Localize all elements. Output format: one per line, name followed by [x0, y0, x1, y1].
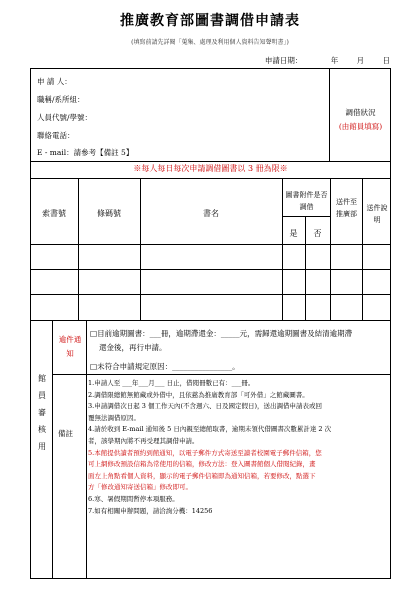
- col-no-header: 否: [313, 229, 322, 238]
- note-item: 方「修改通知寄送信箱」修改即可。: [88, 483, 192, 492]
- applicant-id-field[interactable]: 人員代號/學號：: [37, 113, 93, 122]
- row-line-2: [30, 269, 391, 270]
- note-item: 2.調借限總館無館藏或外借中，且依慈為推廣教育部「可外借」之館藏圖書。: [88, 390, 309, 399]
- applicant-dept-field[interactable]: 職稱/系所組：: [37, 95, 85, 104]
- late-notice-label: 逾件通知: [58, 335, 82, 358]
- notes-label: 備註: [58, 429, 73, 438]
- note-item: 7.如有相關申辦問題，請洽詢分機：14256: [88, 506, 213, 515]
- note-item: 1.申請人至 ___年___月___ 日止，借閱冊數已有：___冊。: [88, 379, 255, 387]
- status-label: 調借狀況: [345, 108, 376, 117]
- note-item: 4.請於收到 E-mail 通知後 5 日內親至總館取書，逾期未領代借圖書次數累計達 2 次: [88, 425, 332, 434]
- note-item: 覆無法調借原因。: [88, 413, 140, 422]
- apply-date-label: 申請日期：: [264, 56, 303, 65]
- note-item: 者，該學期內將不再受理其調借申請。: [88, 436, 199, 445]
- note-item: 6.寒、暑假期間暫停本項服務。: [88, 494, 179, 503]
- applicant-email-field[interactable]: E - mail：請參考【備註 5】: [37, 148, 134, 157]
- row-line-1: [30, 244, 391, 245]
- late-notice-content: [90, 327, 380, 355]
- col-line-1: [78, 178, 79, 320]
- col-send-header: 送件至推廣部: [336, 198, 357, 218]
- attach-sub-divider: [282, 216, 330, 217]
- col-line-3: [282, 178, 283, 320]
- form-subtitle: (填寫前請先詳閱「蒐集、處理及利用個人資料告知聲明書」): [131, 39, 289, 46]
- row-line-4: [30, 320, 391, 321]
- divider-1: [30, 161, 391, 162]
- staff-col-line: [52, 320, 53, 579]
- notes-list: [88, 378, 384, 517]
- note-item: 3.申請調借次日起 3 個工作天內(不含週六、日及國定假日)，送出調借申請表或回: [88, 402, 323, 411]
- note-item: 可上網修改預設信箱為常使用的信箱，修改方法：登入圖書館個人借閱紀錄，畫: [88, 460, 316, 469]
- col-attach-header: 圖書附件是否調借: [285, 191, 328, 211]
- note-item: 5.本館提供讀者預約到館通知，以電子郵件方式寄送至讀者校園電子郵件信箱，您: [88, 448, 322, 457]
- late-reason-line[interactable]: □未符合申請規定原因：________________。: [90, 362, 240, 371]
- col-line-4: [330, 178, 331, 320]
- staff-divider: [52, 374, 391, 375]
- divider-2: [30, 178, 391, 179]
- late-books-line[interactable]: □目前逾期圖書：___冊，逾期滯還金：_____元，需歸還逾期圖書及結清逾期滯: [90, 329, 353, 338]
- col-line-2: [140, 178, 141, 320]
- note-item: 面左上角點看個人資料，顯示的電子郵件信箱即為通知信箱，若要修改，點選下: [88, 471, 316, 480]
- notice-text: ※每人每日每次申請調借圖書以 3 冊為限※: [133, 164, 288, 173]
- col-note-header: 送件說明: [366, 204, 388, 224]
- applicant-name-field[interactable]: 申 請 人：: [37, 77, 72, 86]
- apply-date: [265, 55, 390, 66]
- form-title: 推廣教育部圖書調借申請表: [120, 13, 300, 29]
- staff-section-label: 館員審核用: [38, 374, 46, 451]
- status-header: [330, 106, 391, 134]
- col-line-5: [362, 178, 363, 320]
- apply-date-year[interactable]: 年: [330, 56, 339, 65]
- late-books-line-2: 還金後，再行申請。: [99, 343, 167, 352]
- applicant-phone-field[interactable]: 聯絡電話：: [37, 131, 75, 140]
- apply-date-day[interactable]: 日: [382, 56, 390, 65]
- col-barcode-header: 條碼號: [97, 209, 121, 218]
- col-callno-header: 索書號: [42, 209, 66, 218]
- apply-date-month[interactable]: 月: [356, 56, 365, 65]
- col-title-header: 書名: [203, 209, 219, 218]
- staff-col-line-2: [86, 320, 87, 579]
- row-line-3: [30, 294, 391, 295]
- status-hint: (由館員填寫): [338, 122, 383, 131]
- col-yes-header: 是: [289, 229, 298, 238]
